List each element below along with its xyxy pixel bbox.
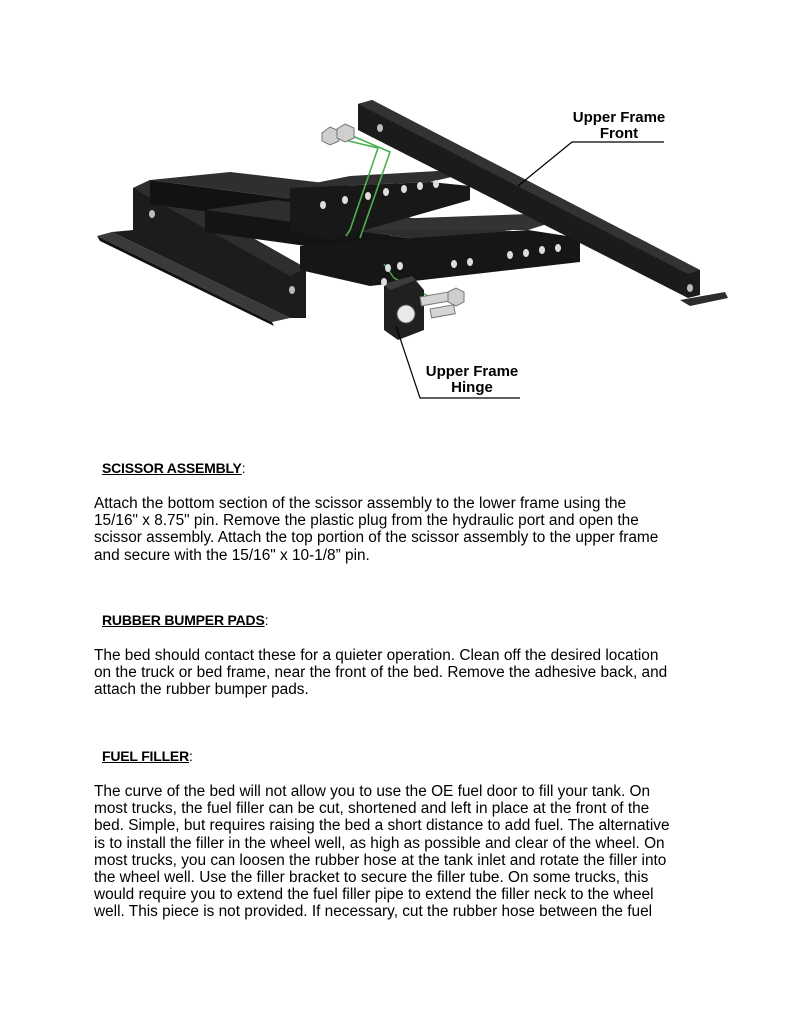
callout-label: Upper Frame: [425, 363, 519, 380]
paragraph-line: The curve of the bed will not allow you to use the OE fuel door to fill your tank. On: [94, 783, 651, 800]
callout-label: Upper Frame: [572, 109, 666, 126]
callout-upper-frame-hinge: [396, 326, 520, 398]
paragraph-line: most trucks, the fuel filler can be cut, shortened and left in place at the front of the: [94, 800, 650, 818]
section-fuel-filler: [94, 748, 724, 921]
heading-colon: :: [241, 460, 246, 476]
paragraph-line: 15/16" x 8.75" pin. Remove the plastic plug from the hydraulic port and open the: [94, 512, 639, 530]
section-scissor-assembly: [94, 460, 724, 564]
heading-text: FUEL FILLER: [102, 748, 189, 764]
paragraph-line: and secure with the 15/16" x 10-1/8” pin.: [94, 546, 370, 564]
heading-colon: :: [264, 612, 269, 628]
section-heading: [102, 748, 724, 764]
section-paragraph: [94, 783, 724, 921]
heading-text: RUBBER BUMPER PADS: [102, 612, 265, 628]
callout-label: Hinge: [451, 379, 493, 396]
upper-frame-diagram: [0, 0, 800, 420]
paragraph-line: bed. Simple, but requires raising the bed a short distance to add fuel. The alternative: [94, 817, 670, 835]
hinge-bolts: [420, 288, 464, 318]
paragraph-line: is to install the filler in the wheel well, as high as possible and clear of the wheel. On: [94, 834, 665, 852]
callout-label: Front: [599, 125, 639, 142]
heading-colon: :: [188, 748, 193, 764]
paragraph-line: scissor assembly. Attach the top portion of the scissor assembly to the upper frame: [94, 529, 659, 547]
paragraph-line: well. This piece is not provided. If necessary, cut the rubber hose between the fuel: [94, 903, 653, 921]
callout-upper-frame-front: [518, 109, 665, 186]
paragraph-line: on the truck or bed frame, near the front of the bed. Remove the adhesive back, and: [94, 664, 668, 682]
section-paragraph: [94, 647, 724, 699]
paragraph-line: most trucks, you can loosen the rubber hose at the tank inlet and rotate the filler into: [94, 851, 667, 869]
paragraph-line: the wheel well. Use the filler bracket to secure the filler tube. On some trucks, this: [94, 869, 649, 887]
paragraph-line: attach the rubber bumper pads.: [94, 681, 309, 699]
section-heading: [102, 460, 724, 476]
section-heading: [102, 612, 724, 628]
section-rubber-bumper-pads: [94, 612, 724, 699]
section-paragraph: [94, 495, 724, 564]
heading-text: SCISSOR ASSEMBLY: [102, 460, 242, 476]
paragraph-line: Attach the bottom section of the scissor assembly to the lower frame using the: [94, 495, 627, 512]
paragraph-line: The bed should contact these for a quieter operation. Clean off the desired location: [94, 647, 659, 664]
paragraph-line: would require you to extend the fuel filler pipe to extend the filler neck to the wheel: [94, 886, 654, 904]
